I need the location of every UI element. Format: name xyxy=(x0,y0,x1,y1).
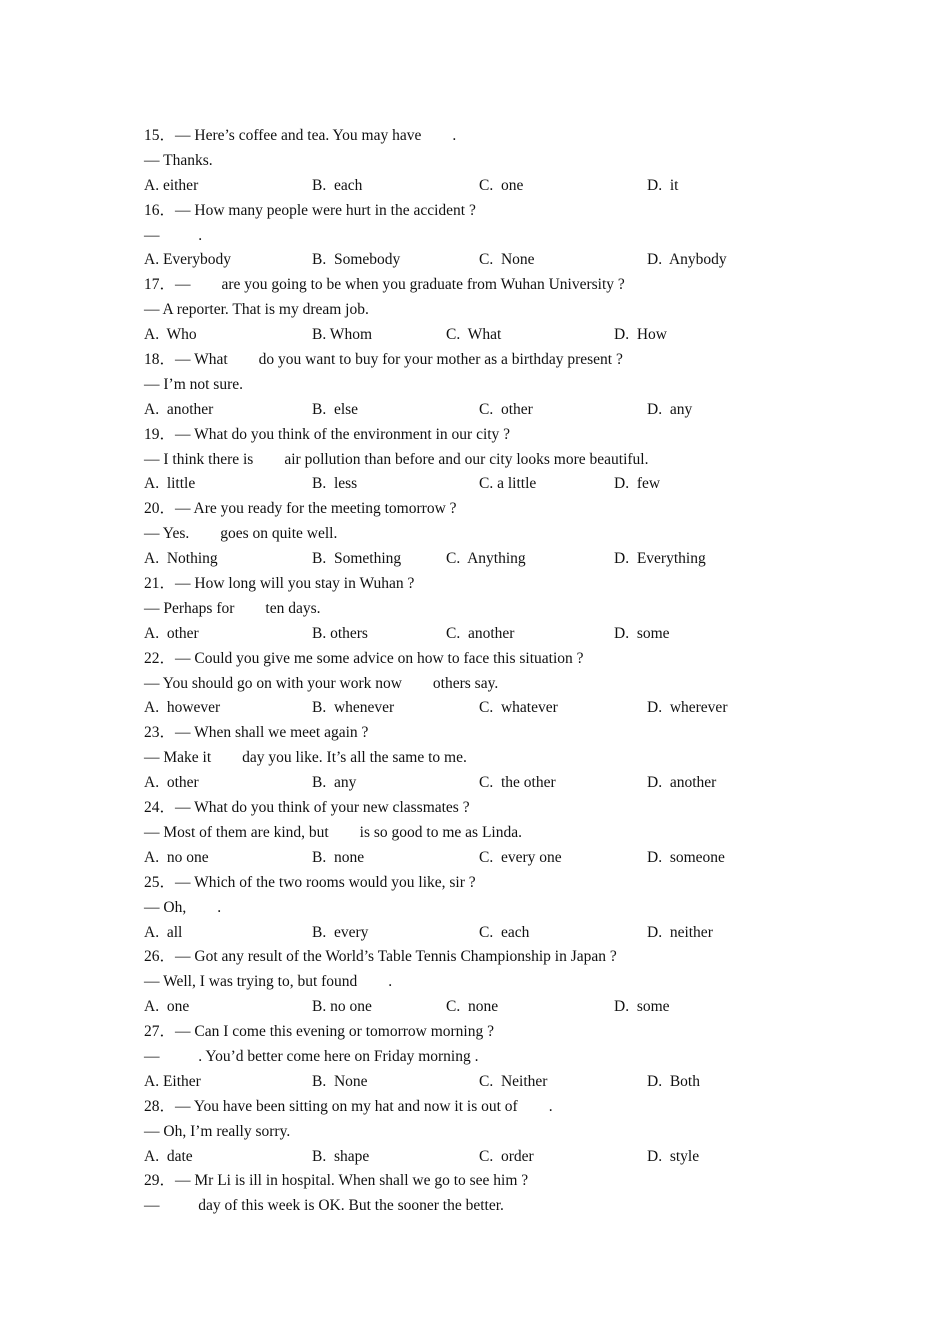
option-c: C. the other xyxy=(479,774,556,792)
question-text: — Here’s coffee and tea. You may have . xyxy=(175,127,457,144)
answer-line: — Perhaps for ten days. xyxy=(144,599,321,617)
question-number: 17． xyxy=(144,276,176,294)
option-b: B. whenever xyxy=(312,699,395,717)
options-line xyxy=(144,771,844,796)
question-block xyxy=(144,124,844,199)
question-line xyxy=(144,497,844,522)
question-block xyxy=(144,273,844,348)
question-text: — You have been sitting on my hat and now it is out of . xyxy=(175,1097,553,1115)
question-text: — What do you want to buy for your mother as a birthday present ? xyxy=(175,351,623,369)
option-d: D. any xyxy=(647,400,693,418)
options-line xyxy=(144,921,844,946)
question-text: — Mr Li is ill in hospital. When shall we go to see him ? xyxy=(175,1172,529,1190)
question-block xyxy=(144,945,844,1020)
options-line xyxy=(144,398,844,423)
option-d: D. it xyxy=(647,176,679,194)
option-d: D. wherever xyxy=(647,699,728,717)
answer-line: — day of this week is OK. But the sooner the better. xyxy=(144,1197,504,1215)
option-d: D. some xyxy=(614,998,670,1016)
option-a: A. Everybody xyxy=(144,251,231,269)
question-text: — What do you think of the environment in our city ? xyxy=(175,425,511,443)
question-line xyxy=(144,1169,844,1194)
option-b: B. Whom xyxy=(312,326,372,344)
question-number: 18． xyxy=(144,351,176,369)
answer-line: — Most of them are kind, but is so good to me as Linda. xyxy=(144,823,522,841)
option-b: B. no one xyxy=(312,998,372,1016)
question-number: 19． xyxy=(144,425,176,443)
options-line xyxy=(144,1145,844,1170)
option-b: B. others xyxy=(312,624,368,642)
option-a: A. another xyxy=(144,400,214,418)
option-b: B. less xyxy=(312,475,358,493)
option-d: D. style xyxy=(647,1147,700,1165)
option-a: A. date xyxy=(144,1147,193,1165)
option-b: B. none xyxy=(312,848,365,866)
option-c: C. Anything xyxy=(446,550,526,568)
answer-line: — Yes. goes on quite well. xyxy=(144,525,338,543)
question-number: 26． xyxy=(144,948,176,966)
option-c: C. other xyxy=(479,400,533,418)
option-a: A. Who xyxy=(144,326,197,344)
question-number: 23． xyxy=(144,724,176,742)
option-b: B. Something xyxy=(312,550,402,568)
option-c: C. another xyxy=(446,624,515,642)
option-b: B. Somebody xyxy=(312,251,401,269)
option-d: D. some xyxy=(614,624,670,642)
option-d: D. Everything xyxy=(614,550,706,568)
question-line xyxy=(144,273,844,298)
answer-line: — I think there is air pollution than before and our city looks more beautiful. xyxy=(144,450,649,468)
question-block xyxy=(144,1020,844,1095)
option-a: A. other xyxy=(144,624,199,642)
option-d: D. someone xyxy=(647,848,725,866)
answer-line: — Make it day you like. It’s all the same to me. xyxy=(144,749,467,767)
option-c: C. order xyxy=(479,1147,534,1165)
question-block xyxy=(144,1169,844,1219)
option-a: A. either xyxy=(144,176,199,194)
options-line xyxy=(144,323,844,348)
answer-line: — You should go on with your work now others say. xyxy=(144,674,499,692)
question-line xyxy=(144,796,844,821)
question-number: 28． xyxy=(144,1097,176,1115)
options-line xyxy=(144,696,844,721)
question-text: — Can I come this evening or tomorrow morning ? xyxy=(175,1023,494,1041)
option-a: A. however xyxy=(144,699,221,717)
question-block xyxy=(144,199,844,274)
question-text: — When shall we meet again ? xyxy=(175,724,369,742)
options-line xyxy=(144,248,844,273)
options-line xyxy=(144,846,844,871)
answer-line: — Thanks. xyxy=(144,151,213,169)
question-line xyxy=(144,721,844,746)
question-block xyxy=(144,796,844,871)
question-line xyxy=(144,348,844,373)
option-c: C. one xyxy=(479,176,524,194)
question-block xyxy=(144,572,844,647)
answer-line: — Oh, I’m really sorry. xyxy=(144,1122,291,1140)
question-text: — Got any result of the World’s Table Tennis Championship in Japan ? xyxy=(175,948,617,966)
option-c: C. whatever xyxy=(479,699,558,717)
question-block xyxy=(144,497,844,572)
answer-line: — A reporter. That is my dream job. xyxy=(144,301,369,319)
question-line xyxy=(144,423,844,448)
question-number: 29． xyxy=(144,1172,176,1190)
option-a: A. all xyxy=(144,923,183,941)
option-a: A. little xyxy=(144,475,196,493)
option-a: A. no one xyxy=(144,848,209,866)
question-number: 16． xyxy=(144,201,176,219)
question-number: 25． xyxy=(144,873,176,891)
option-c: C. a little xyxy=(479,475,537,493)
question-line xyxy=(144,1020,844,1045)
question-text: — Could you give me some advice on how to face this situation ? xyxy=(175,649,584,667)
question-line xyxy=(144,572,844,597)
question-block xyxy=(144,1095,844,1170)
option-d: D. Anybody xyxy=(647,251,727,269)
option-a: A. Nothing xyxy=(144,550,218,568)
question-number: 21． xyxy=(144,575,176,593)
option-c: C. What xyxy=(446,326,502,344)
option-d: D. How xyxy=(614,326,667,344)
options-line xyxy=(144,547,844,572)
question-line xyxy=(144,647,844,672)
question-block xyxy=(144,647,844,722)
question-text: — Are you ready for the meeting tomorrow ? xyxy=(175,500,457,518)
options-line xyxy=(144,472,844,497)
option-b: B. shape xyxy=(312,1147,370,1165)
answer-line: — I’m not sure. xyxy=(144,375,244,393)
options-line xyxy=(144,174,844,199)
option-c: C. every one xyxy=(479,848,562,866)
option-b: B. else xyxy=(312,400,359,418)
question-text: — Which of the two rooms would you like, sir ? xyxy=(175,873,476,891)
question-number: 22． xyxy=(144,649,176,667)
question-block xyxy=(144,721,844,796)
option-c: C. Neither xyxy=(479,1072,548,1090)
answer-line: — Well, I was trying to, but found . xyxy=(144,973,393,991)
option-b: B. each xyxy=(312,176,363,194)
question-block xyxy=(144,348,844,423)
question-list xyxy=(144,124,844,1219)
option-a: A. other xyxy=(144,774,199,792)
option-d: D. Both xyxy=(647,1072,700,1090)
question-text: — are you going to be when you graduate from Wuhan University ? xyxy=(175,276,625,294)
question-line xyxy=(144,124,844,149)
question-line xyxy=(144,1095,844,1120)
option-a: A. one xyxy=(144,998,190,1016)
options-line xyxy=(144,1070,844,1095)
answer-line: — . xyxy=(144,226,203,244)
question-block xyxy=(144,423,844,498)
option-b: B. any xyxy=(312,774,357,792)
question-line xyxy=(144,199,844,224)
question-text: — How many people were hurt in the accident ? xyxy=(175,201,476,219)
option-d: D. neither xyxy=(647,923,713,941)
question-text: — What do you think of your new classmates ? xyxy=(175,799,470,817)
question-line xyxy=(144,871,844,896)
question-number: 15． xyxy=(144,127,176,144)
option-b: B. None xyxy=(312,1072,368,1090)
option-a: A. Either xyxy=(144,1072,201,1090)
answer-line: — . You’d better come here on Friday morning . xyxy=(144,1047,479,1065)
options-line xyxy=(144,995,844,1020)
question-number: 20． xyxy=(144,500,176,518)
options-line xyxy=(144,622,844,647)
question-block xyxy=(144,871,844,946)
option-d: D. few xyxy=(614,475,661,493)
question-text: — How long will you stay in Wuhan ? xyxy=(175,575,415,593)
question-number: 24． xyxy=(144,799,176,817)
question-line xyxy=(144,945,844,970)
option-c: C. none xyxy=(446,998,499,1016)
option-d: D. another xyxy=(647,774,717,792)
option-c: C. None xyxy=(479,251,535,269)
answer-line: — Oh, . xyxy=(144,898,222,916)
option-c: C. each xyxy=(479,923,530,941)
option-b: B. every xyxy=(312,923,369,941)
question-number: 27． xyxy=(144,1023,176,1041)
